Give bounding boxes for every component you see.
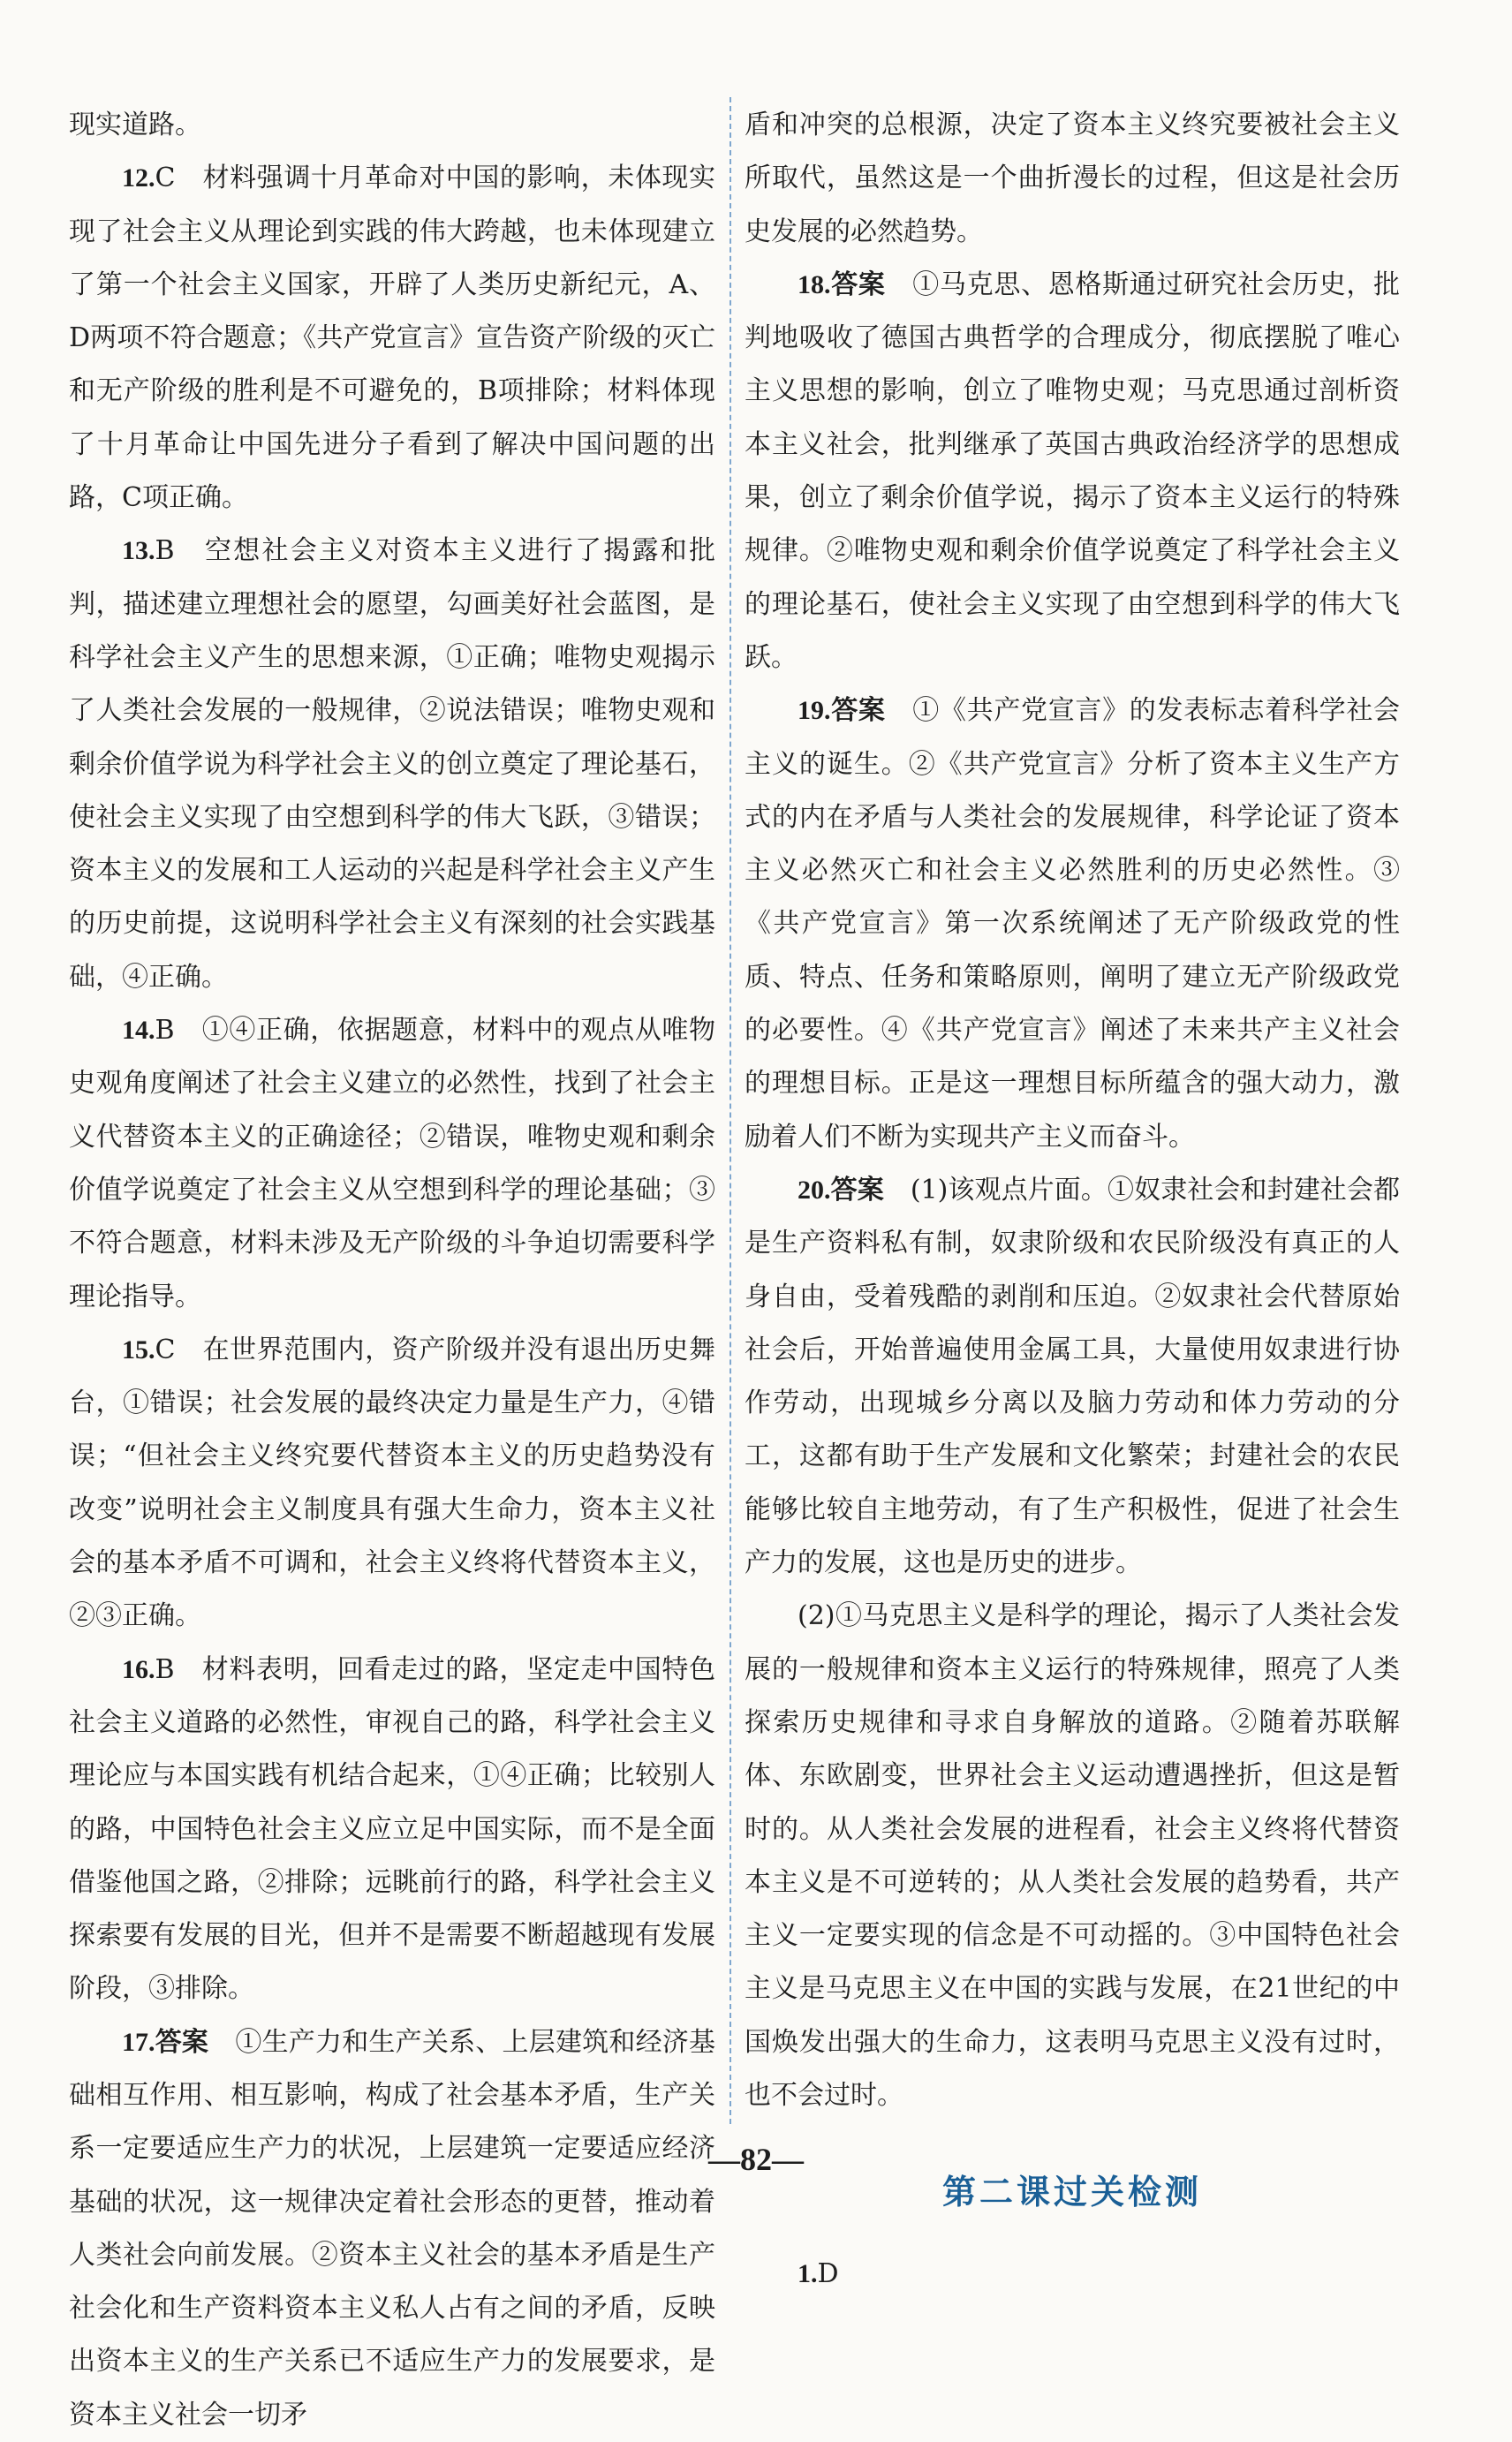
answer-20: 20.答案 (1)该观点片面。①奴隶社会和封建社会都是生产资料私有制，奴隶阶级和农民阶级没有真正的人身自由，受着残酷的剥削和压迫。②奴隶社会代替原始社会后，开始普遍使用金属工具，大量使用奴隶进行协作劳动，出现城乡分离以及脑力劳动和体力劳动的分工，这都有助于生产发展和文化繁荣；封建社会的农民能够比较自主地劳动，有了生产积极性，促进了社会生产力的发展，这也是历史的进步。 xyxy=(745,1174,1401,1579)
column-divider xyxy=(730,97,731,2124)
paragraph-continuation: 现实道路。 xyxy=(69,110,201,140)
right-column xyxy=(745,99,1400,2302)
answer-12: 12.C 材料强调十月革命对中国的影响，未体现实现了社会主义从理论到实践的伟大跨越，也未体现建立了第一个社会主义国家，开辟了人类历史新纪元，A、D两项不符合题意；《共产党宣言》宣告资产阶级的灭亡和无产阶级的胜利是不可避免的，B项排除；材料体现了十月革命让中国先进分子看到了解决中国问题的出路，C项正确。 xyxy=(69,163,715,514)
answer-16: 16.B 材料表明，回看走过的路，坚定走中国特色社会主义道路的必然性，审视自己的路，科学社会主义理论应与本国实践有机结合起来，①④正确；比较别人的路，中国特色社会主义应立足中国实际，而不是全面借鉴他国之路，②排除；远眺前行的路，科学社会主义探索要有发展的目光，但并不是需要不断超越现有发展阶段，③排除。 xyxy=(69,1653,715,2005)
page-number: —82— xyxy=(708,2142,804,2177)
answer-17-continuation: 盾和冲突的总根源，决定了资本主义终究要被社会主义所取代，虽然这是一个曲折漫长的过程，但这是社会历史发展的必然趋势。 xyxy=(745,110,1400,247)
answer-17: 17.答案 ①生产力和生产关系、上层建筑和经济基础相互作用、相互影响，构成了社会基本矛盾，生产关系一定要适应生产力的状况，上层建筑一定要适应经济基础的状况，这一规律决定着社会形态的更替，推动着人类社会向前发展。②资本主义社会的基本矛盾是生产社会化和生产资料资本主义私人占有之间的矛盾，反映出资本主义的生产关系已不适应生产力的发展要求，是资本主义社会一切矛 xyxy=(69,2026,716,2431)
answer-15: 15.C 在世界范围内，资产阶级并没有退出历史舞台，①错误；社会发展的最终决定力量是生产力，④错误；“但社会主义终究要代替资本主义的历史趋势没有改变”说明社会主义制度具有强大生命力，资本主义社会的基本矛盾不可调和，社会主义终将代替资本主义，②③正确。 xyxy=(69,1334,715,1632)
answer-19: 19.答案 ①《共产党宣言》的发表标志着科学社会主义的诞生。②《共产党宣言》分析了资本主义生产方式的内在矛盾与人类社会的发展规律，科学论证了资本主义必然灭亡和社会主义必然胜利的历史必然性。③《共产党宣言》第一次系统阐述了无产阶级政党的性质、特点、任务和策略原则，阐明了建立无产阶级政党的必要性。④《共产党宣言》阐述了未来共产主义社会的理想目标。正是这一理想目标所蕴含的强大动力，激励着人们不断为实现共产主义而奋斗。 xyxy=(745,695,1401,1153)
answer-13: 13.B 空想社会主义对资本主义进行了揭露和批判，描述建立理想社会的愿望，勾画美好社会蓝图，是科学社会主义产生的思想来源，①正确；唯物史观揭示了人类社会发展的一般规律，②说法错误；唯物史观和剩余价值学说为科学社会主义的创立奠定了理论基石，使社会主义实现了由空想到科学的伟大飞跃，③错误；资本主义的发展和工人运动的兴起是科学社会主义产生的历史前提，这说明科学社会主义有深刻的社会实践基础，④正确。 xyxy=(69,535,715,993)
answer-20-part2: (2)①马克思主义是科学的理论，揭示了人类社会发展的一般规律和资本主义运行的特殊规律，照亮了人类探索历史规律和寻求自身解放的道路。②随着苏联解体、东欧剧变，世界社会主义运动遭遇挫折，但这是暂时的。从人类社会发展的进程看，社会主义终将代替资本主义是不可逆转的；从人类社会发展的趋势看，共产主义一定要实现的信念是不可动摇的。③中国特色社会主义是马克思主义在中国的实践与发展，在21世纪的中国焕发出强大的生命力，这表明马克思主义没有过时，也不会过时。 xyxy=(745,1600,1400,2111)
answer-18: 18.答案 ①马克思、恩格斯通过研究社会历史，批判地吸收了德国古典哲学的合理成分，彻底摆脱了唯心主义思想的影响，创立了唯物史观；马克思通过剖析资本主义社会，批判继承了英国古典政治经济学的思想成果，创立了剩余价值学说，揭示了资本主义运行的特殊规律。②唯物史观和剩余价值学说奠定了科学社会主义的理论基石，使社会主义实现了由空想到科学的伟大飞跃。 xyxy=(745,268,1401,673)
answer-14: 14.B ①④正确，依据题意，材料中的观点从唯物史观角度阐述了社会主义建立的必然性，找到了社会主义代替资本主义的正确途径；②错误，唯物史观和剩余价值学说奠定了社会主义从空想到科学的理论基础；③不符合题意，材料未涉及无产阶级的斗争迫切需要科学理论指导。 xyxy=(69,1015,715,1312)
answer-1: 1.D xyxy=(798,2258,839,2290)
section-title: 第二课过关检测 xyxy=(941,2173,1202,2212)
left-column xyxy=(69,99,715,2442)
